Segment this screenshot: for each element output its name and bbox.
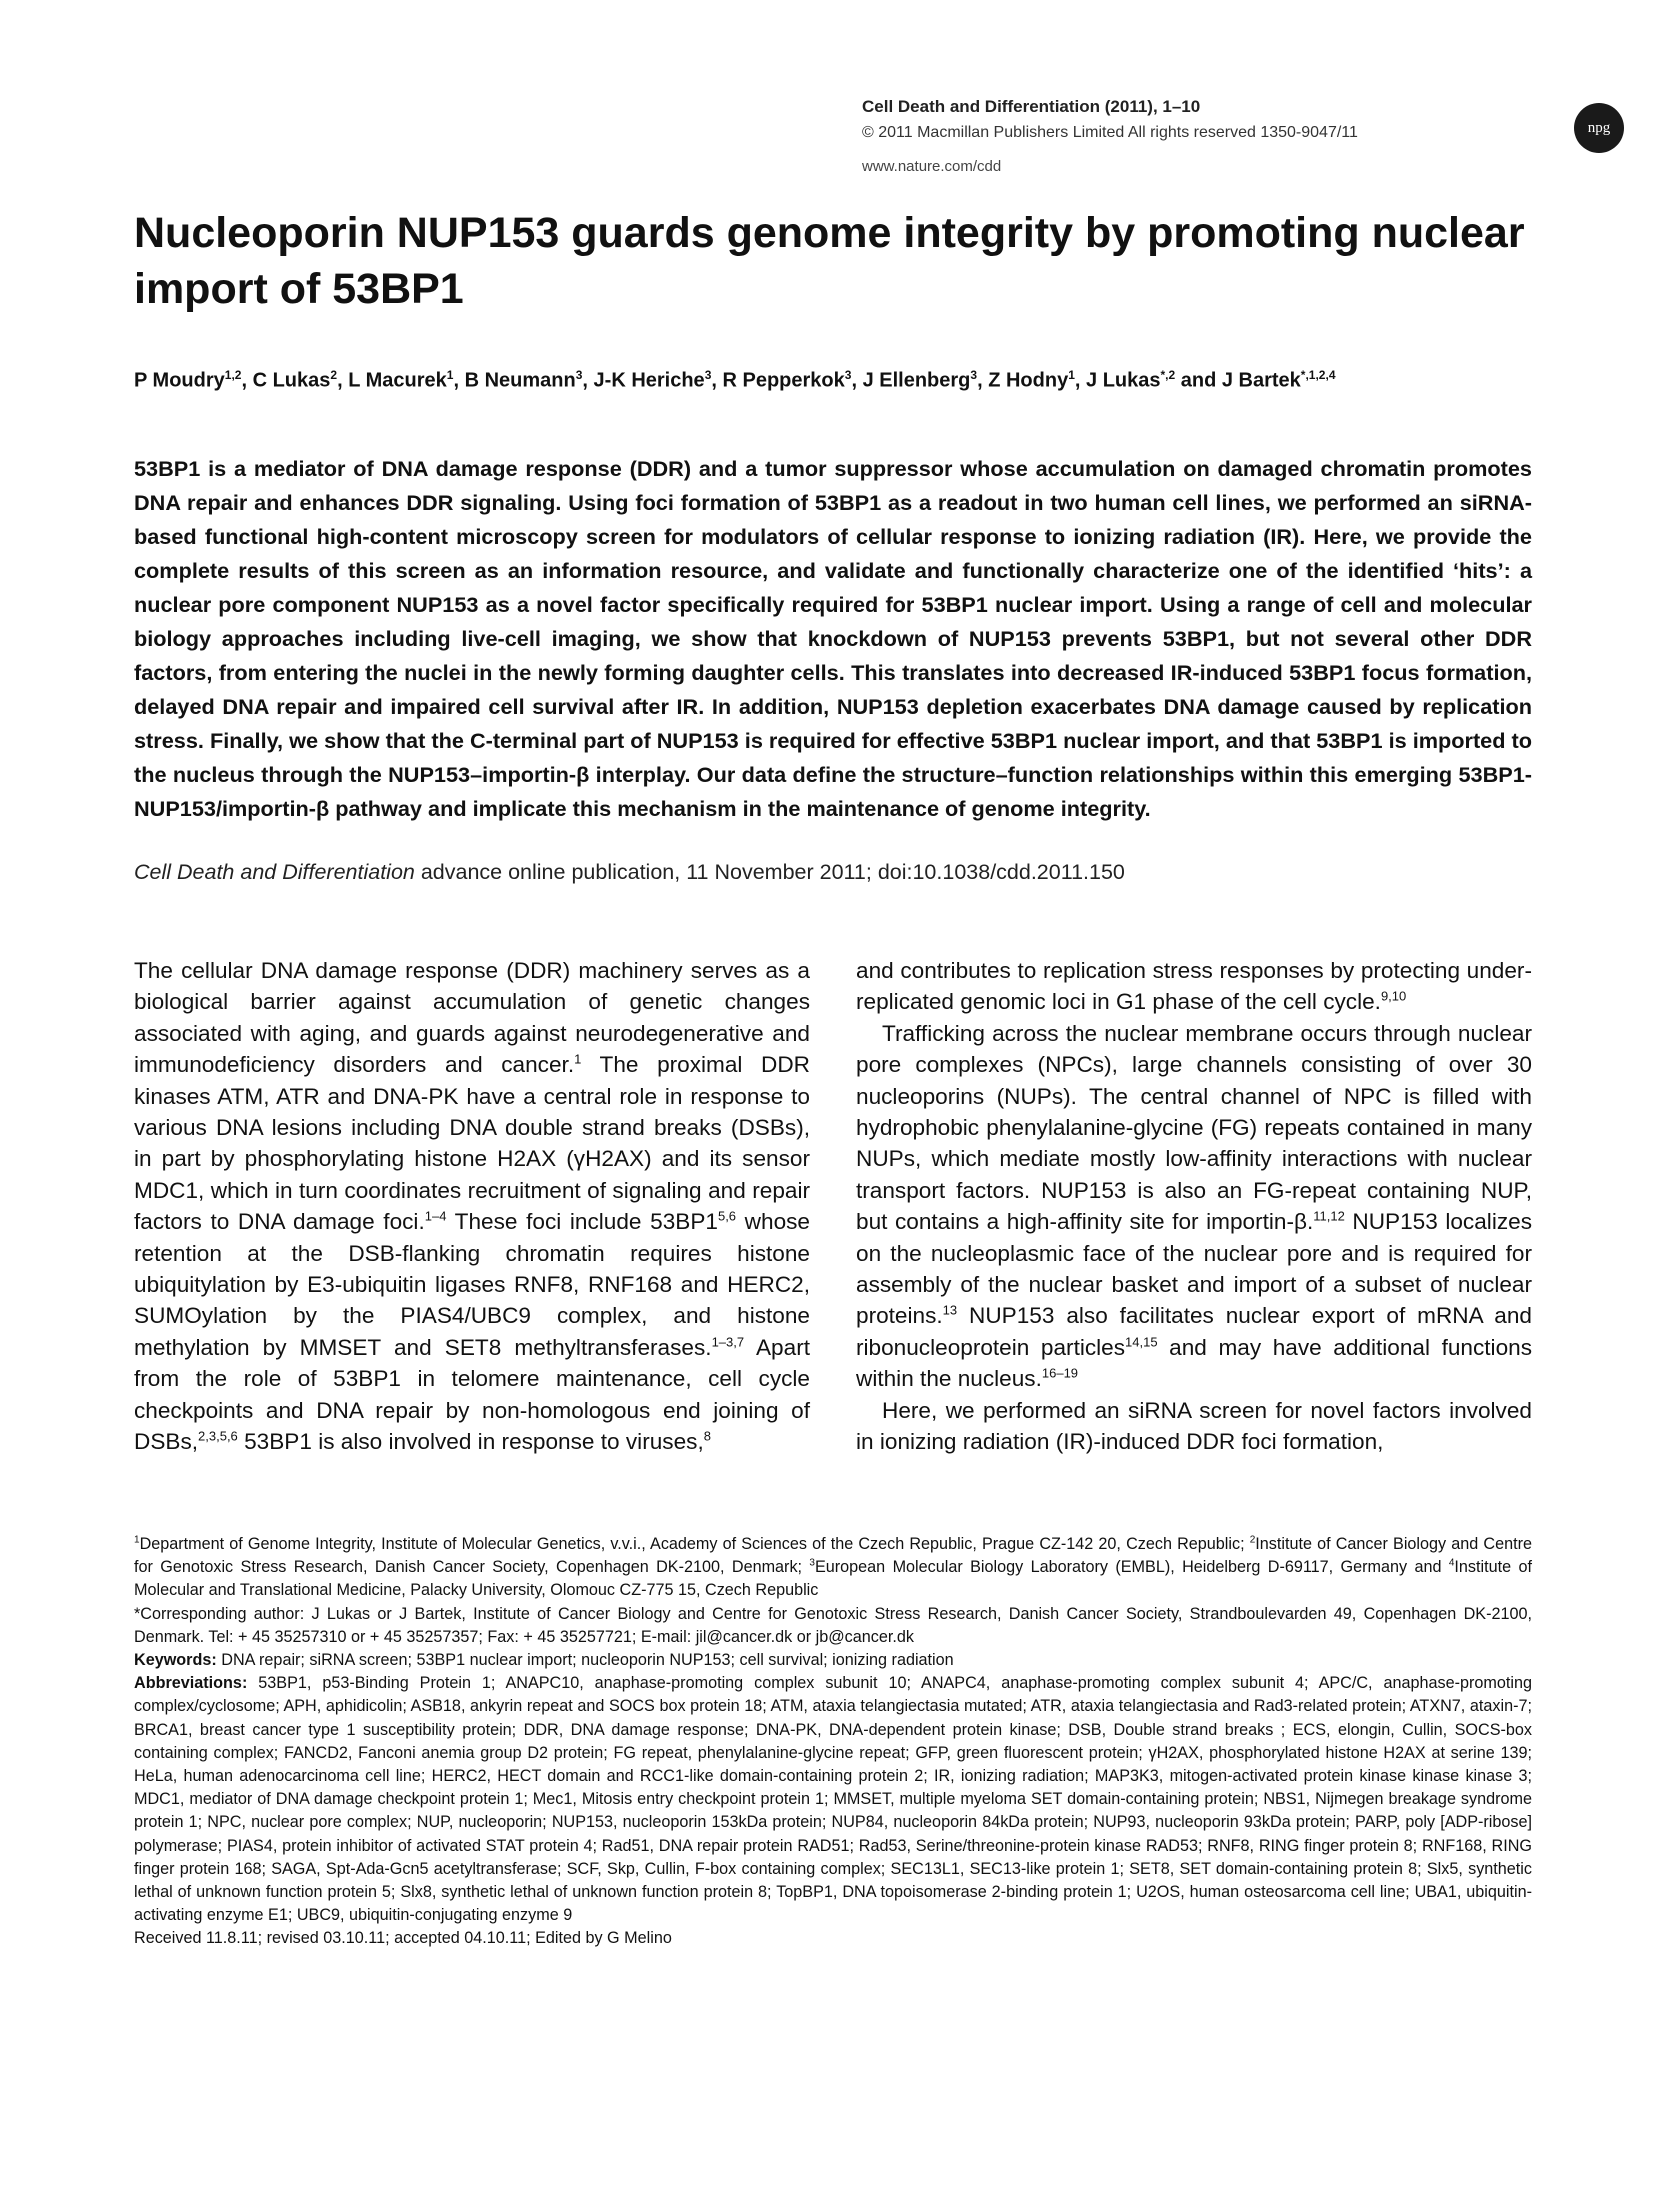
author-separator: , — [241, 369, 253, 392]
citation-line — [134, 860, 1554, 885]
author-name: B Neumann — [464, 369, 576, 392]
author-affiliation: *,1,2,4 — [1300, 368, 1336, 382]
text-run: 53BP1 is also involved in response to viruses, — [237, 1429, 704, 1455]
body-paragraph — [134, 955, 810, 1458]
author-separator: , — [977, 369, 989, 392]
author-list — [134, 368, 1554, 393]
author-separator: , — [582, 369, 594, 392]
text-run: Department of Genome Integrity, Institute of Molecular Genetics, v.v.i., Academy of Sciences of the Czech Republic, Prague CZ-142 20, Czech Republic; — [139, 1535, 1250, 1553]
author-affiliation: 2 — [330, 368, 338, 382]
text-run: whose retention at the DSB-flanking chromatin requires histone ubiquitylation by E3-ubiquitin ligases RNF8, RNF168 and HERC2, SUMOylation by the PIAS4/UBC9 complex, and histone methylation by MMSET and SET8 methyltransferases. — [134, 1209, 810, 1360]
author-affiliation: 3 — [844, 368, 852, 382]
author-affiliation: 1 — [1068, 368, 1075, 382]
author-separator: and — [1175, 369, 1222, 392]
author-separator: , — [337, 369, 349, 392]
reference-marker[interactable]: 16–19 — [1041, 1365, 1079, 1381]
footnotes — [134, 1533, 1532, 1951]
author-name: L Macurek — [348, 369, 447, 392]
text-run: Institute of Molecular and Translational Medicine, Palacky University, Olomouc CZ-775 15, Czech Republic — [134, 1558, 1532, 1600]
text-run: Apart from the role of 53BP1 in telomere maintenance, cell cycle checkpoints and DNA repair by non-homologous end joining of DSBs, — [134, 1334, 810, 1455]
author-affiliation: 1,2 — [224, 368, 242, 382]
npg-logo: npg — [1574, 103, 1624, 153]
body-paragraph — [856, 955, 1532, 1018]
body-paragraph — [856, 1018, 1532, 1395]
abstract: 53BP1 is a mediator of DNA damage response (DDR) and a tumor suppressor whose accumulation on damaged chromatin promotes DNA repair and enhances DDR signaling. Using foci formation of 53BP1 as a readout in two human cell lines, we performed an siRNA-based functional high-content microscopy screen for modulators of cellular response to ionizing radiation (IR). Here, we provide the complete results of this screen as an information resource, and validate and functionally characterize one of the identified ‘hits’: a nuclear pore component NUP153 as a novel factor specifically required for 53BP1 nuclear import. Using a range of cell and molecular biology approaches including live-cell imaging, we show that knockdown of NUP153 prevents 53BP1, but not several other DDR factors, from entering the nuclei in the newly forming daughter cells. This translates into decreased IR-induced 53BP1 focus formation, delayed DNA repair and impaired cell survival after IR. In addition, NUP153 depletion exacerbates DNA damage caused by replication stress. Finally, we show that the C-terminal part of NUP153 is required for effective 53BP1 nuclear import, and that 53BP1 is imported to the nucleus through the NUP153–importin-β interplay. Our data define the structure–function relationships within this emerging 53BP1-NUP153/importin-β pathway and implicate this mechanism in the maintenance of genome integrity. — [134, 456, 1532, 821]
author-name: J Lukas — [1086, 369, 1161, 392]
reference-marker[interactable]: 3 — [809, 1557, 815, 1569]
author-affiliation: 3 — [970, 368, 978, 382]
author-name: C Lukas — [252, 369, 331, 392]
abbreviations — [134, 1672, 1532, 1927]
text-run: and contributes to replication stress responses by protecting under-replicated genomic loci in G1 phase of the cell cycle. — [856, 958, 1532, 1015]
reference-marker[interactable]: 2,3,5,6 — [198, 1428, 238, 1444]
reference-marker[interactable]: 13 — [942, 1302, 958, 1318]
corresponding-author: *Corresponding author: J Lukas or J Bartek, Institute of Cancer Biology and Centre for Genotoxic Stress Research, Danish Cancer Society, Strandboulevarden 49, Copenhagen DK-2100, Denmark. Tel: + 45 35257310 or + 45 35257357; Fax: + 45 35257721; E-mail: jil@cancer.dk or jb@cancer.dk — [134, 1604, 1532, 1646]
text-run: European Molecular Biology Laboratory (EMBL), Heidelberg D-69117, Germany and — [814, 1558, 1449, 1577]
text-run: Trafficking across the nuclear membrane occurs through nuclear pore complexes (NPCs), large channels consisting of over 30 nucleoporins (NUPs). The central channel of NPC is filled with hydrophobic phenylalanine-glycine (FG) repeats contained in many NUPs, which mediate mostly low-affinity interactions with nuclear transport factors. NUP153 is also an FG-repeat containing NUP, but contains a high-affinity site for importin-β. — [856, 1020, 1532, 1235]
text-run: and may have additional functions within the nucleus. — [856, 1334, 1532, 1392]
author-name: R Pepperkok — [722, 369, 845, 392]
article-title: Nucleoporin NUP153 guards genome integrity by promoting nuclear import of 53BP1 — [134, 209, 1525, 313]
text-run: The proximal DDR kinases ATM, ATR and DNA-PK have a central role in response to various DNA lesions including DNA double strand breaks (DSBs), in part by phosphorylating histone H2AX (γH2AX) and its sensor MDC1, which in turn coordinates recruitment of signaling and repair factors to DNA damage foci. — [134, 1052, 811, 1235]
body-column-left — [134, 955, 810, 1458]
body-paragraph: Here, we performed an siRNA screen for novel factors involved in ionizing radiation (IR)-induced DDR foci formation, — [856, 1397, 1532, 1455]
text-run: NUP153 localizes on the nucleoplasmic face of the nuclear pore and is required for assembly of the nuclear basket and import of a subset of nuclear proteins. — [856, 1209, 1532, 1329]
author-name: J Bartek — [1221, 369, 1301, 392]
reference-marker[interactable]: 8 — [703, 1428, 711, 1444]
text-run: These foci include 53BP1 — [446, 1209, 718, 1235]
reference-marker[interactable]: 4 — [1448, 1557, 1455, 1569]
text-run: NUP153 also facilitates nuclear export of mRNA and ribonucleoprotein particles — [856, 1303, 1532, 1360]
author-name: Z Hodny — [988, 369, 1069, 392]
abbreviations-text: 53BP1, p53-Binding Protein 1; ANAPC10, anaphase-promoting complex subunit 10; ANAPC4, anaphase-promoting complex subunit 4; APC/C, anaphase-promoting complex/cyclosome; APH, aphidicolin; ASB18, ankyrin repeat and SOCS box protein 18; ATM, ataxia telangiectasia mutated; ATR, ataxia telangiectasia and Rad3-related protein; ATXN7, ataxin-7; BRCA1, breast cancer type 1 susceptibility protein; DDR, DNA damage response; DNA-PK, DNA-dependent protein kinase; DSB, Double strand breaks ; ECS, elongin, Cullin, SOCS-box containing complex; FANCD2, Fanconi anemia group D2 protein; FG repeat, phenylalanine-glycine repeat; GFP, green fluorescent protein; γH2AX, phosphorylated histone H2AX at serine 139; HeLa, human adenocarcinoma cell line; HERC2, HECT domain and RCC1-like domain-containing protein 2; IR, ionizing radiation; MAP3K3, mitogen-activated protein kinase kinase kinase 3; MDC1, mediator of DNA damage checkpoint protein 1; Mec1, Mitosis entry checkpoint protein 1; MMSET, multiple myeloma SET domain-containing protein; NBS1, Nijmegen breakage syndrome protein 1; NPC, nuclear pore complex; NUP, nucleoporin; NUP153, nucleoporin 153kDa protein; NUP84, nucleoporin 84kDa protein; NUP93, nucleoporin 93kDa protein; PARP, poly [ADP-ribose] polymerase; PIAS4, protein inhibitor of activated STAT protein 4; Rad51, DNA repair protein RAD51; Rad53, Serine/threonine-protein kinase RAD53; RNF8, RING finger protein 8; RNF168, RING finger protein 168; SAGA, Spt-Ada-Gcn5 acetyltransferase; SCF, Skp, Cullin, F-box containing complex; SEC13L1, SEC13-like protein 1; SET8, SET domain-containing protein 8; Slx5, synthetic lethal of unknown function protein 5; Slx8, synthetic lethal of unknown function protein 8; TopBP1, DNA topoisomerase 2-binding protein 1; U2OS, human osteosarcoma cell line; UBA1, ubiquitin-activating enzyme E1; UBC9, ubiquitin-conjugating enzyme 9 — [134, 1674, 1532, 1925]
citation-details: advance online publication, 11 November 2011; doi:10.1038/cdd.2011.150 — [414, 860, 1125, 884]
author-separator: , — [1074, 369, 1087, 392]
text-run: The cellular DNA damage response (DDR) machinery serves as a biological barrier against accumulation of genetic changes associated with aging, and guards against neurodegenerative and immunodeficiency disorders and cancer. — [134, 958, 810, 1078]
author-affiliation: 1 — [446, 368, 454, 382]
keywords-text: DNA repair; siRNA screen; 53BP1 nuclear import; nucleoporin NUP153; cell survival; ionizing radiation — [216, 1651, 954, 1670]
affiliations — [134, 1533, 1532, 1603]
author-name: P Moudry — [134, 369, 225, 392]
reference-marker[interactable]: 2 — [1249, 1534, 1256, 1546]
author-separator: , — [711, 369, 723, 392]
author-name: J Ellenberg — [862, 369, 971, 392]
reference-marker[interactable]: 11,12 — [1313, 1208, 1345, 1224]
reference-marker[interactable]: 5,6 — [717, 1208, 737, 1224]
author-affiliation: 3 — [575, 368, 583, 382]
body-column-right — [856, 955, 1532, 1458]
keywords-label: Keywords: — [134, 1651, 217, 1670]
text-run: Institute of Cancer Biology and Centre for Genotoxic Stress Research, Danish Cancer Society, Copenhagen DK-2100, Denmark; — [134, 1535, 1532, 1577]
copyright-line: © 2011 Macmillan Publishers Limited All rights reserved 1350-9047/11 — [862, 124, 1358, 141]
reference-marker[interactable]: 1–3,7 — [711, 1334, 745, 1350]
reference-marker[interactable]: 1 — [574, 1051, 582, 1067]
reference-marker[interactable]: 9,10 — [1380, 988, 1407, 1004]
author-name: J-K Heriche — [593, 369, 705, 392]
abbreviations-label: Abbreviations: — [134, 1674, 248, 1693]
author-separator: , — [453, 369, 465, 392]
received-dates: Received 11.8.11; revised 03.10.11; accepted 04.10.11; Edited by G Melino — [134, 1929, 672, 1948]
author-affiliation: *,2 — [1160, 368, 1176, 382]
reference-marker[interactable]: 14,15 — [1125, 1334, 1158, 1350]
journal-header: Cell Death and Differentiation (2011), 1–10 — [862, 97, 1201, 116]
keywords — [134, 1649, 1532, 1672]
reference-marker[interactable]: 1 — [134, 1534, 140, 1546]
journal-url[interactable]: www.nature.com/cdd — [862, 158, 1002, 175]
citation-journal: Cell Death and Differentiation — [134, 860, 415, 884]
author-separator: , — [851, 369, 863, 392]
reference-marker[interactable]: 1–4 — [424, 1208, 447, 1224]
author-affiliation: 3 — [704, 368, 712, 382]
